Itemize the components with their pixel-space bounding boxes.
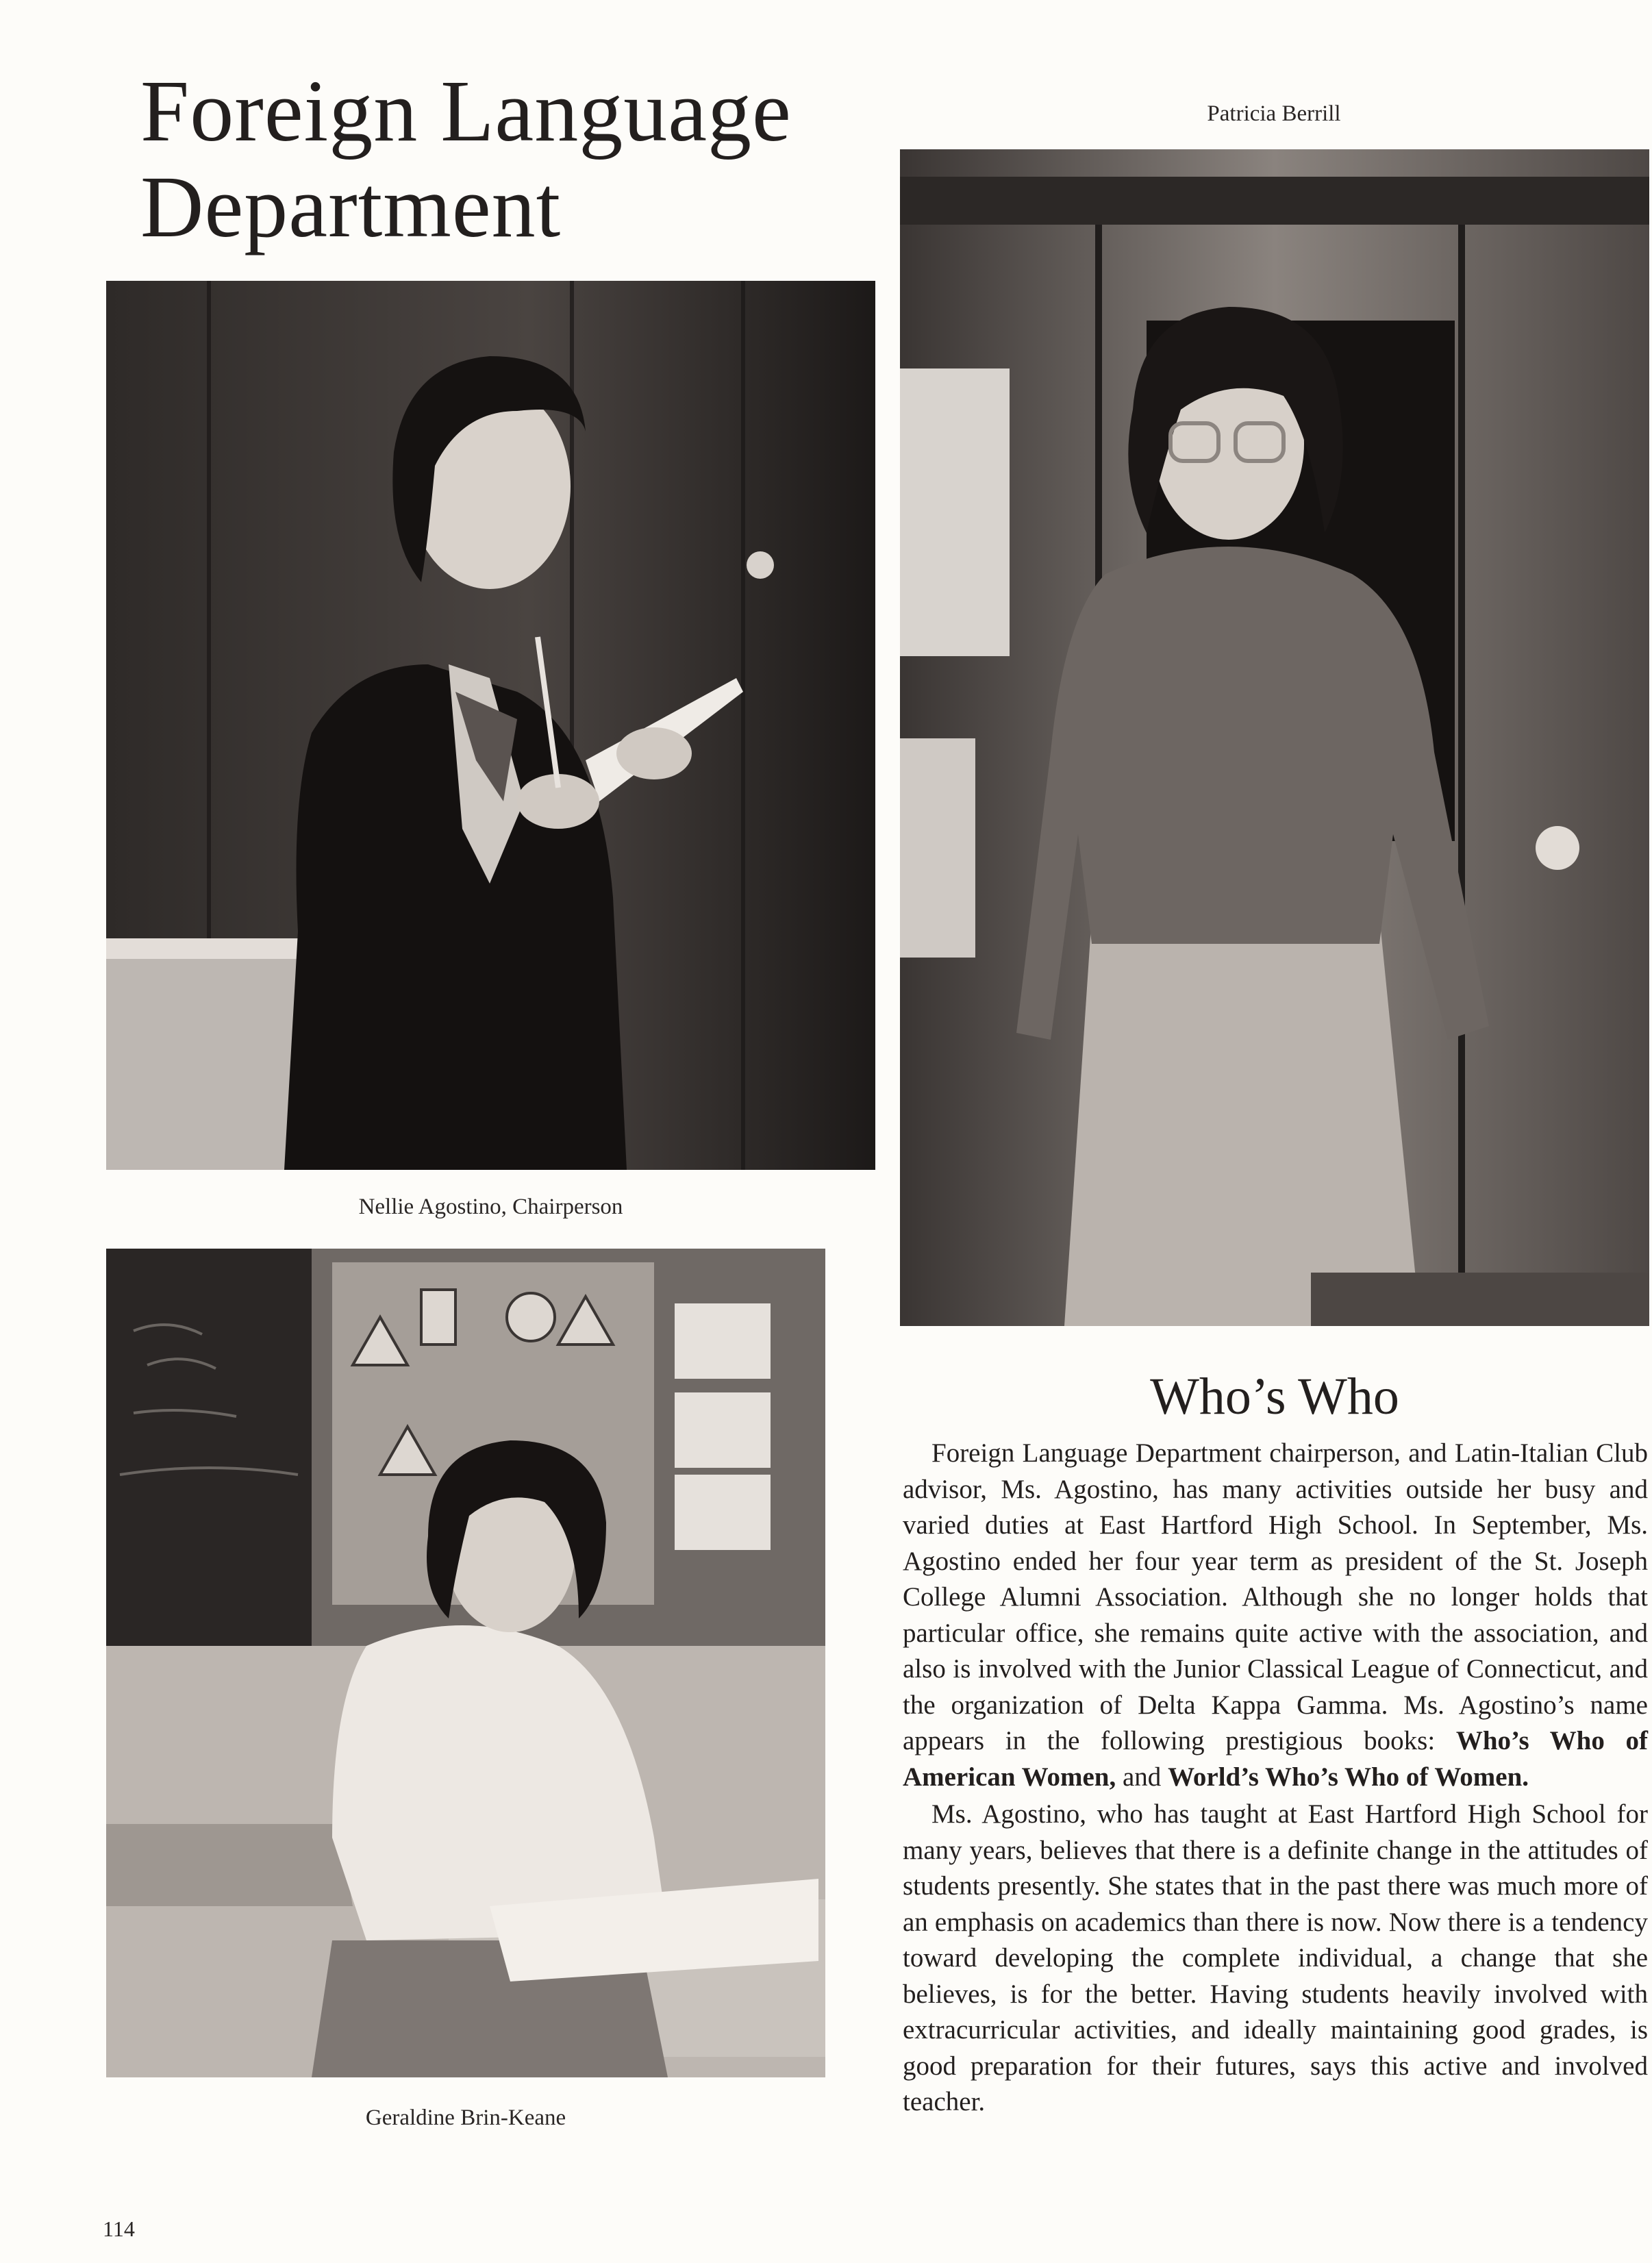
- page-title: Foreign Language Department: [140, 62, 792, 255]
- caption-geraldine-brin-keane: Geraldine Brin-Keane: [365, 2105, 566, 2130]
- article-heading: Who’s Who: [1150, 1368, 1399, 1425]
- photo-brin-image: [106, 1249, 825, 2077]
- article-body: [903, 1436, 1648, 2121]
- article-paragraph-1: [903, 1436, 1648, 1795]
- photo-berrill-image: [900, 149, 1649, 1326]
- book-title-whos-who-american-women: Who’s Who of American Women,: [903, 1726, 1648, 1792]
- paragraph-1-text: Foreign Language Department chairperson, and Latin-Italian Club advisor, Ms. Agostino, has many activities outside her busy and varied duties at East Hartford High School. In September, Ms. Agostino ended her four year term as president of the St. Joseph College Alumni Association. Although she no longer holds that particular office, she remains quite active with the association, and also is involved with the Junior Classical League of Connecticut, and the organization of Delta Kappa Gamma. Ms. Agostino’s name appears in the following prestigious books:: [903, 1438, 1648, 1755]
- book-title-worlds-whos-who-women: World’s Who’s Who of Women.: [1168, 1762, 1529, 1792]
- photo-geraldine-brin-keane: [106, 1249, 825, 2077]
- photo-patricia-berrill: [900, 149, 1649, 1326]
- photo-nellie-agostino: [106, 281, 875, 1170]
- page-number: 114: [103, 2216, 135, 2241]
- caption-patricia-berrill: Patricia Berrill: [1207, 101, 1341, 126]
- article-paragraph-2: Ms. Agostino, who has taught at East Hartford High School for many years, believes that there is a definite change in the attitudes of students presently. She states that in the past there was much more of an emphasis on academics than there is now. Now there is a tendency toward developing the complete individual, a change that she believes, is for the better. Having students heavily involved with extracurricular activities, and ideally maintaining good grades, is good preparation for their futures, says this active and involved teacher.: [903, 1799, 1648, 2116]
- caption-nellie-agostino: Nellie Agostino, Chairperson: [358, 1195, 623, 1219]
- photo-agostino-image: [106, 281, 875, 1170]
- paragraph-1-connector: and: [1116, 1762, 1168, 1792]
